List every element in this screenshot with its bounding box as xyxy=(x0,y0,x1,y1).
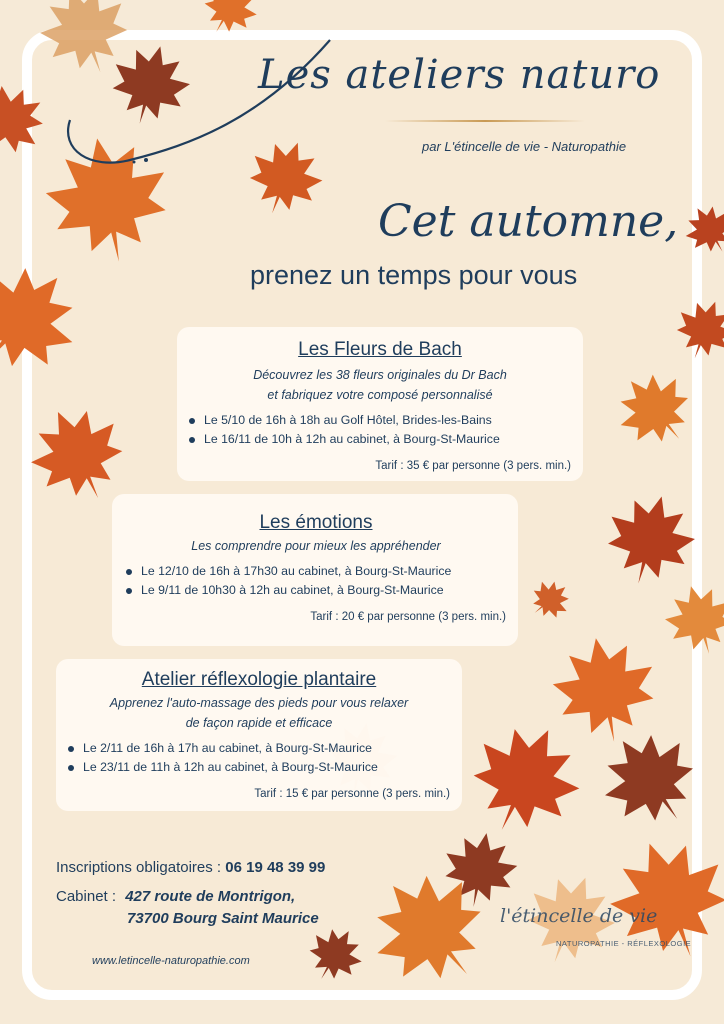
workshop-description-line: de façon rapide et efficace xyxy=(185,716,333,730)
session-item: Le 9/11 de 10h30 à 12h au cabinet, à Bourg-St-Maurice xyxy=(126,581,506,600)
cabinet-label: Cabinet : xyxy=(56,888,117,905)
brand-logo: l'étincelle de vie xyxy=(500,905,658,927)
workshop-description-line: Découvrez les 38 fleurs originales du Dr Bach xyxy=(253,368,507,382)
session-item: Le 12/10 de 16h à 17h30 au cabinet, à Bourg-St-Maurice xyxy=(126,562,506,581)
bullet-icon xyxy=(189,437,195,443)
workshop-description-line: Les comprendre pour mieux les appréhender xyxy=(191,539,441,553)
website-link[interactable]: www.letincelle-naturopathie.com xyxy=(92,955,250,967)
registration-line xyxy=(56,859,325,876)
workshop-price: Tarif : 20 € par personne (3 pers. min.) xyxy=(310,611,506,623)
bullet-icon xyxy=(68,746,74,752)
session-item: Le 5/10 de 16h à 18h au Golf Hôtel, Brides-les-Bains xyxy=(189,411,571,430)
session-item: Le 2/11 de 16h à 17h au cabinet, à Bourg-St-Maurice xyxy=(68,739,450,758)
workshop-title: Atelier réflexologie plantaire xyxy=(141,669,377,690)
workshop-card-emotions xyxy=(112,494,518,646)
title-underline xyxy=(385,120,585,122)
workshop-title: Les émotions xyxy=(259,512,373,533)
address-line1: 427 route de Montrigon, xyxy=(125,888,296,905)
workshop-title: Les Fleurs de Bach xyxy=(298,339,462,360)
workshop-card-reflexologie xyxy=(56,659,462,811)
registration-label: Inscriptions obligatoires : xyxy=(56,859,222,876)
bullet-icon xyxy=(68,765,74,771)
bullet-icon xyxy=(126,588,132,594)
workshop-description-line: Apprenez l'auto-massage des pieds pour vous relaxer xyxy=(109,696,409,710)
season-headline: Cet automne, xyxy=(378,196,679,247)
address-line2: 73700 Bourg Saint Maurice xyxy=(127,910,319,927)
session-item: Le 16/11 de 10h à 12h au cabinet, à Bourg-St-Maurice xyxy=(189,430,571,449)
workshop-price: Tarif : 35 € par personne (3 pers. min.) xyxy=(375,460,571,472)
workshop-description-line: et fabriquez votre composé personnalisé xyxy=(267,388,493,402)
cabinet-address xyxy=(56,888,295,905)
tagline: prenez un temps pour vous xyxy=(250,260,578,290)
session-item: Le 23/11 de 11h à 12h au cabinet, à Bourg-St-Maurice xyxy=(68,758,450,777)
workshop-price: Tarif : 15 € par personne (3 pers. min.) xyxy=(254,788,450,800)
brand-logo-tagline: NATUROPATHIE - RÉFLEXOLOGIE xyxy=(556,939,692,948)
page-title: Les ateliers naturo xyxy=(258,52,661,98)
bullet-icon xyxy=(189,418,195,424)
workshop-card-fleurs-de-bach xyxy=(177,327,583,481)
bullet-icon xyxy=(126,569,132,575)
page-subtitle: par L'étincelle de vie - Naturopathie xyxy=(422,139,627,154)
phone-number[interactable]: 06 19 48 39 99 xyxy=(225,859,326,876)
